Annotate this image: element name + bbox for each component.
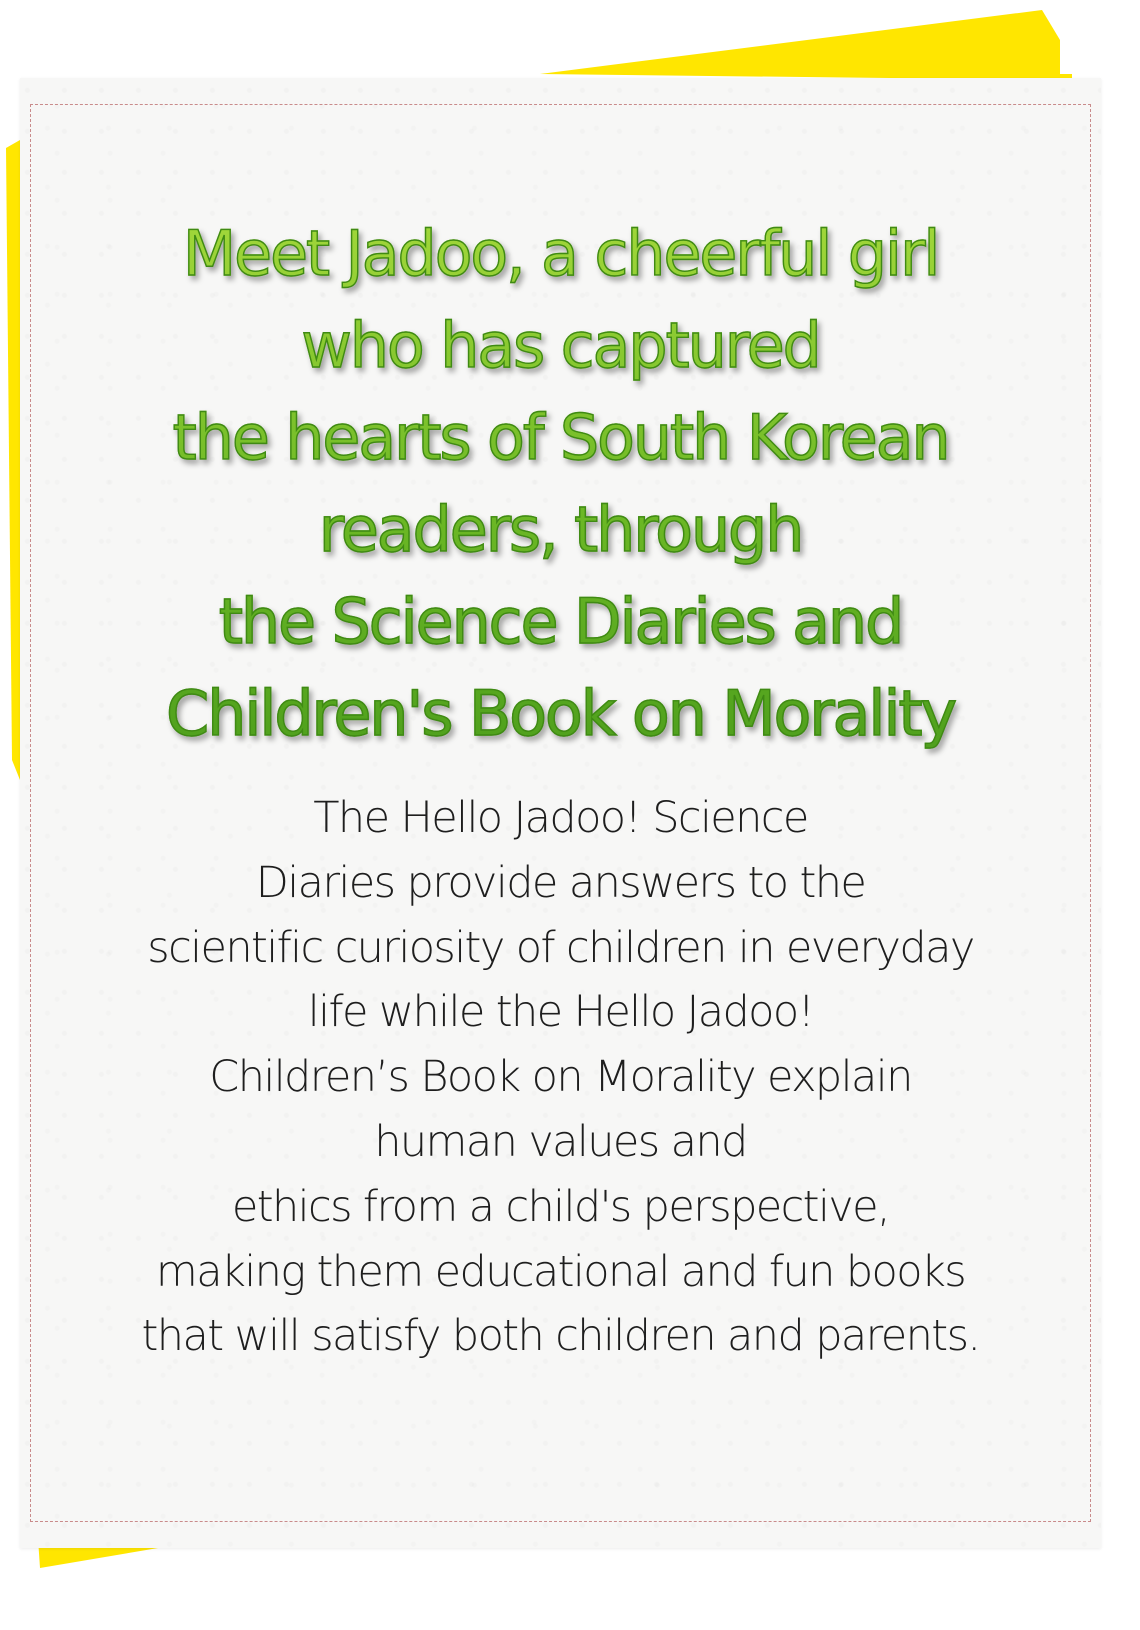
body-line: Diaries provide answers to the: [255, 857, 866, 908]
body-line: human values and: [374, 1116, 747, 1167]
headline-line: Children's Book on Morality: [166, 677, 955, 750]
headline: [20, 208, 1101, 760]
headline-line: the Science Diaries and: [218, 585, 903, 658]
yellow-paper-corner-top: [540, 10, 1060, 80]
body-line: Children’s Book on Morality explain: [209, 1052, 912, 1103]
headline-line: the hearts of South Korean: [172, 401, 949, 474]
headline-line: readers, through: [318, 493, 803, 566]
body-line: scientific curiosity of children in everyday: [147, 922, 974, 973]
body-line: ethics from a child's perspective,: [231, 1181, 890, 1232]
body-line: making them educational and fun books: [155, 1246, 966, 1297]
body-paragraph: [20, 786, 1101, 1369]
headline-line: who has captured: [301, 309, 820, 382]
headline-line: Meet Jadoo, a cheerful girl: [182, 217, 939, 290]
body-line: The Hello Jadoo! Science: [313, 793, 808, 843]
yellow-paper-edge-left: [6, 140, 20, 780]
body-line: that will satisfy both children and parents.: [141, 1311, 980, 1362]
paper-card: [20, 78, 1101, 1548]
body-line: life while the Hello Jadoo!: [307, 987, 814, 1038]
